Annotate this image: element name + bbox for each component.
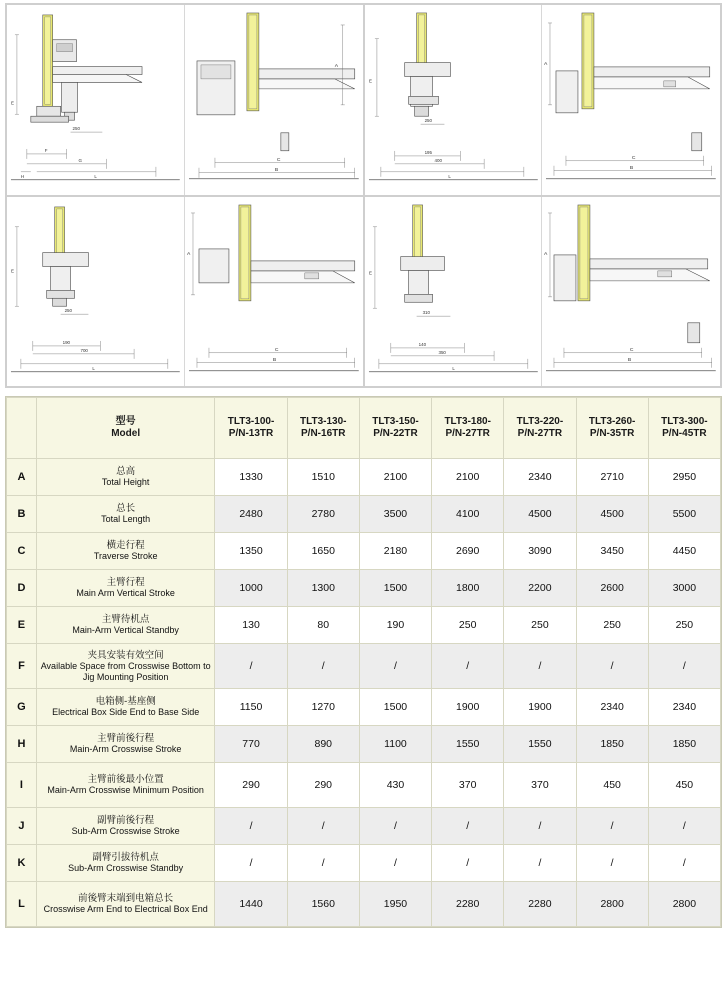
cell-value: 4450 (648, 533, 720, 570)
model-1-line1: TLT3-100- (227, 416, 275, 428)
svg-text:310: 310 (422, 309, 430, 315)
drawing-top-right (364, 4, 722, 196)
row-name (36, 845, 215, 882)
cell-value: / (215, 845, 287, 882)
cell-value: 250 (504, 607, 576, 644)
cell-value: 250 (648, 607, 720, 644)
svg-text:C: C (632, 154, 636, 161)
model-6-line1: TLT3-260- (588, 416, 636, 428)
svg-text:350: 350 (437, 349, 446, 355)
row-name (36, 763, 215, 808)
row-letter: F (7, 644, 37, 689)
cell-value: / (432, 845, 504, 882)
svg-text:C: C (276, 156, 281, 163)
front-view-svg (365, 5, 542, 194)
header-model-6 (576, 398, 648, 459)
row-name-cn: 主臂待机点 (101, 614, 150, 626)
front-view-svg (7, 5, 184, 194)
table-row (7, 689, 721, 726)
side-view-svg (542, 5, 720, 195)
cell-value: / (287, 845, 359, 882)
row-name-en: Crosswise Arm End to Electrical Box End (43, 904, 208, 915)
cell-value: / (648, 845, 720, 882)
drawing-bottom-right-front-view (365, 197, 543, 387)
cell-value: 2100 (432, 459, 504, 496)
row-letter: G (7, 689, 37, 726)
specification-table-wrapper (5, 396, 722, 928)
cell-value: / (648, 808, 720, 845)
svg-text:B: B (274, 166, 278, 173)
cell-value: / (359, 845, 431, 882)
svg-text:E: E (368, 78, 372, 84)
svg-text:L: L (447, 173, 451, 179)
model-7-line2: P/N-45TR (662, 428, 707, 439)
cell-value: / (504, 644, 576, 689)
cell-value: 4100 (432, 496, 504, 533)
cell-value: 370 (432, 763, 504, 808)
model-6-line2: P/N-35TR (589, 428, 635, 439)
header-model-5 (504, 398, 576, 459)
model-4-line2: P/N-27TR (445, 428, 490, 439)
row-name (36, 496, 215, 533)
cell-value: 2340 (648, 689, 720, 726)
table-row (7, 607, 721, 644)
cell-value: 2950 (648, 459, 720, 496)
cell-value: 450 (576, 763, 648, 808)
row-letter: C (7, 533, 37, 570)
cell-value: 250 (576, 607, 648, 644)
cell-value: 1100 (359, 726, 431, 763)
cell-value: / (432, 808, 504, 845)
cell-value: 4500 (504, 496, 576, 533)
row-name-en: Main-Arm Crosswise Minimum Position (47, 785, 204, 796)
cell-value: 1800 (432, 570, 504, 607)
cell-value: 450 (648, 763, 720, 808)
drawing-top-left-front-view (7, 5, 185, 195)
drawing-bottom-right-side-view (542, 197, 720, 387)
row-name-en: Traverse Stroke (93, 551, 158, 562)
row-name-cn: 夹具安装有效空间 (87, 649, 164, 661)
row-name-en: Main-Arm Crosswise Stroke (69, 744, 182, 755)
cell-value: 2480 (215, 496, 287, 533)
model-7-line1: TLT3-300- (661, 416, 708, 428)
row-name-en: Sub-Arm Crosswise Standby (68, 863, 184, 874)
svg-text:L: L (92, 365, 95, 371)
drawing-top-left (6, 4, 364, 196)
svg-text:250: 250 (424, 118, 432, 124)
svg-text:A: A (186, 250, 191, 257)
table-row (7, 533, 721, 570)
cell-value: 1900 (432, 689, 504, 726)
cell-value: / (504, 808, 576, 845)
cell-value: 2800 (648, 882, 720, 927)
cell-value: 4500 (576, 496, 648, 533)
row-name-cn: 前後臂末端到电箱总长 (78, 893, 174, 905)
cell-value: 130 (215, 607, 287, 644)
svg-text:B: B (628, 356, 632, 363)
row-name (36, 459, 215, 496)
header-model-3 (359, 398, 431, 459)
table-row (7, 644, 721, 689)
cell-value: 5500 (648, 496, 720, 533)
row-name-en: Available Space from Crosswise Bottom to Jig Mounting Position (40, 660, 211, 682)
drawing-top-right-front-view (365, 5, 543, 195)
table-row (7, 726, 721, 763)
row-letter: L (7, 882, 37, 927)
row-name-cn: 主臂行程 (106, 577, 145, 589)
cell-value: / (504, 845, 576, 882)
svg-text:H: H (20, 173, 25, 179)
header-model-2 (287, 398, 359, 459)
cell-value: 3090 (504, 533, 576, 570)
row-letter: D (7, 570, 37, 607)
cell-value: 3500 (359, 496, 431, 533)
table-row (7, 570, 721, 607)
svg-text:140: 140 (418, 341, 426, 347)
row-name-en: Electrical Box Side End to Base Side (52, 707, 200, 718)
table-row (7, 845, 721, 882)
row-letter: A (7, 459, 37, 496)
model-2-line2: P/N-16TR (301, 428, 346, 439)
cell-value: 2280 (504, 882, 576, 927)
cell-value: / (215, 644, 287, 689)
row-name-cn: 电箱侧-基座侧 (95, 696, 156, 708)
cell-value: 1560 (287, 882, 359, 927)
drawing-bottom-left-front-view (7, 197, 185, 387)
cell-value: 1850 (648, 726, 720, 763)
row-name-cn: 主臂前後行程 (97, 733, 155, 745)
cell-value: / (215, 808, 287, 845)
cell-value: 1150 (215, 689, 287, 726)
drawings-grid (5, 3, 722, 388)
row-name-en: Sub-Arm Crosswise Stroke (71, 826, 180, 837)
svg-text:L: L (94, 173, 97, 179)
side-view-svg (542, 197, 720, 387)
svg-text:E: E (10, 100, 14, 106)
cell-value: 190 (359, 607, 431, 644)
cell-value: 1300 (287, 570, 359, 607)
model-3-line1: TLT3-150- (372, 416, 419, 428)
table-row (7, 459, 721, 496)
row-name-cn: 横走行程 (106, 540, 145, 552)
cell-value: 2280 (432, 882, 504, 927)
cell-value: 1500 (359, 570, 431, 607)
table-header-row (7, 398, 721, 459)
cell-value: / (432, 644, 504, 689)
table-row (7, 882, 721, 927)
row-name (36, 689, 215, 726)
svg-text:E: E (10, 267, 14, 273)
cell-value: 2690 (432, 533, 504, 570)
cell-value: 1650 (287, 533, 359, 570)
table-row (7, 763, 721, 808)
cell-value: / (359, 644, 431, 689)
table-row (7, 496, 721, 533)
cell-value: 430 (359, 763, 431, 808)
row-name-cn: 副臂引拔待机点 (92, 852, 159, 864)
svg-text:700: 700 (80, 347, 88, 353)
cell-value: 1270 (287, 689, 359, 726)
cell-value: 2600 (576, 570, 648, 607)
row-name (36, 570, 215, 607)
row-name (36, 607, 215, 644)
model-5-line2: P/N-27TR (517, 428, 563, 439)
row-letter: H (7, 726, 37, 763)
model-3-line2: P/N-22TR (373, 428, 418, 439)
specification-table (6, 397, 721, 927)
row-name-cn: 总高 (116, 466, 136, 478)
cell-value: 290 (215, 763, 287, 808)
drawing-bottom-left-side-view (185, 197, 363, 387)
svg-text:A: A (334, 62, 338, 69)
svg-text:E: E (368, 269, 372, 275)
cell-value: 80 (287, 607, 359, 644)
header-model-7 (648, 398, 720, 459)
cell-value: / (287, 808, 359, 845)
row-name (36, 533, 215, 570)
header-model-4 (432, 398, 504, 459)
svg-text:A: A (544, 250, 548, 257)
cell-value: 1350 (215, 533, 287, 570)
cell-value: 1850 (576, 726, 648, 763)
model-4-line1: TLT3-180- (444, 416, 491, 428)
cell-value: 250 (432, 607, 504, 644)
drawing-top-right-side-view (542, 5, 720, 195)
svg-text:195: 195 (424, 149, 432, 155)
svg-text:190: 190 (62, 339, 71, 345)
cell-value: 2180 (359, 533, 431, 570)
header-model-cn: 型号 (115, 416, 136, 428)
cell-value: 1440 (215, 882, 287, 927)
cell-value: 1000 (215, 570, 287, 607)
cell-value: 2780 (287, 496, 359, 533)
row-letter: E (7, 607, 37, 644)
row-name (36, 644, 215, 689)
drawing-bottom-right (364, 196, 722, 388)
cell-value: 1330 (215, 459, 287, 496)
row-letter: J (7, 808, 37, 845)
drawing-top-left-side-view (185, 5, 363, 195)
cell-value: 1500 (359, 689, 431, 726)
header-letter (7, 398, 37, 459)
cell-value: / (576, 644, 648, 689)
svg-text:G: G (78, 157, 82, 163)
svg-text:250: 250 (64, 307, 73, 313)
cell-value: 1900 (504, 689, 576, 726)
model-5-line1: TLT3-220- (516, 416, 564, 428)
product-spec-page (0, 3, 727, 991)
side-view-svg (185, 197, 363, 387)
svg-text:250: 250 (72, 126, 80, 132)
header-model (36, 398, 215, 459)
row-name-cn: 副臂前後行程 (97, 815, 155, 827)
cell-value: 890 (287, 726, 359, 763)
cell-value: 2100 (359, 459, 431, 496)
cell-value: 1950 (359, 882, 431, 927)
row-letter: B (7, 496, 37, 533)
cell-value: 2800 (576, 882, 648, 927)
svg-text:L: L (451, 365, 455, 371)
cell-value: 2340 (504, 459, 576, 496)
row-name-en: Main Arm Vertical Stroke (76, 588, 175, 599)
cell-value: 2200 (504, 570, 576, 607)
cell-value: 1510 (287, 459, 359, 496)
row-name-en: Main-Arm Vertical Standby (72, 625, 179, 636)
drawing-bottom-left (6, 196, 364, 388)
row-name-en: Total Length (101, 514, 151, 525)
front-view-svg (365, 197, 542, 386)
cell-value: / (648, 644, 720, 689)
cell-value: / (359, 808, 431, 845)
row-name-en: Total Height (101, 477, 150, 488)
row-name (36, 726, 215, 763)
cell-value: 290 (287, 763, 359, 808)
cell-value: / (576, 845, 648, 882)
svg-text:B: B (272, 356, 276, 363)
model-2-line1: TLT3-130- (300, 416, 347, 428)
cell-value: 3000 (648, 570, 720, 607)
cell-value: 770 (215, 726, 287, 763)
row-letter: I (7, 763, 37, 808)
cell-value: 1550 (432, 726, 504, 763)
row-name-cn: 主臂前後最小位置 (87, 774, 164, 786)
svg-text:B: B (630, 164, 634, 171)
cell-value: 2340 (576, 689, 648, 726)
cell-value: 1550 (504, 726, 576, 763)
model-1-line2: P/N-13TR (228, 428, 274, 439)
cell-value: / (576, 808, 648, 845)
row-letter: K (7, 845, 37, 882)
cell-value: 3450 (576, 533, 648, 570)
row-name (36, 882, 215, 927)
svg-text:F: F (44, 147, 48, 153)
header-model-en: Model (111, 428, 141, 439)
front-view-svg (7, 197, 184, 386)
cell-value: 2710 (576, 459, 648, 496)
svg-text:A: A (544, 60, 548, 67)
svg-text:C: C (274, 346, 279, 353)
row-name-cn: 总长 (116, 503, 136, 515)
cell-value: 370 (504, 763, 576, 808)
row-name (36, 808, 215, 845)
table-row (7, 808, 721, 845)
cell-value: / (287, 644, 359, 689)
svg-text:C: C (630, 346, 634, 353)
side-view-svg (185, 5, 363, 195)
svg-text:400: 400 (434, 157, 442, 163)
header-model-1 (215, 398, 287, 459)
